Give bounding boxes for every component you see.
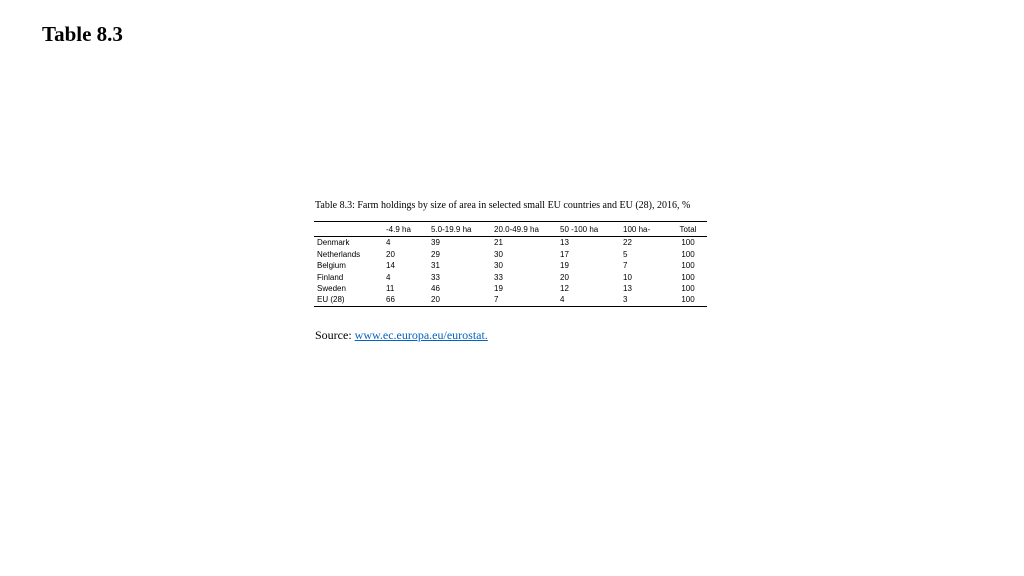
table-cell: 13 xyxy=(560,238,569,248)
table-cell: 7 xyxy=(494,295,499,305)
table-cell: 20 xyxy=(386,249,395,259)
table-cell: 100 xyxy=(681,284,695,294)
table-cell: 33 xyxy=(494,272,503,282)
table-cell: 33 xyxy=(431,272,440,282)
table-cell: Belgium xyxy=(317,261,346,271)
table-row xyxy=(314,260,707,271)
table-cell: 31 xyxy=(431,261,440,271)
column-header: 5.0-19.9 ha xyxy=(431,225,472,234)
column-header: 50 -100 ha xyxy=(560,225,599,234)
table-cell: 66 xyxy=(386,295,395,305)
column-header: Total xyxy=(679,225,697,234)
table-cell: EU (28) xyxy=(317,295,345,305)
table-cell: 3 xyxy=(623,295,628,305)
farm-holdings-table xyxy=(314,221,707,307)
table-cell: 11 xyxy=(386,284,395,294)
table-header-row xyxy=(314,222,707,237)
table-row xyxy=(314,283,707,294)
table-cell: 29 xyxy=(431,249,440,259)
table-cell: 10 xyxy=(623,272,632,282)
table-cell: Netherlands xyxy=(317,249,361,259)
table-cell: 4 xyxy=(386,238,391,248)
source-line xyxy=(315,328,488,343)
table-cell: Sweden xyxy=(317,284,346,294)
table-cell: 100 xyxy=(681,261,695,271)
table-caption: Table 8.3: Farm holdings by size of area in selected small EU countries and EU (28), 2016, % xyxy=(315,200,691,211)
table-cell: 22 xyxy=(623,238,632,248)
column-header: -4.9 ha xyxy=(386,225,411,234)
table-cell: 39 xyxy=(431,238,440,248)
table-row xyxy=(314,249,707,260)
column-header: 100 ha- xyxy=(623,225,651,234)
table-cell: 17 xyxy=(560,249,569,259)
table-cell: 13 xyxy=(623,284,632,294)
table-row xyxy=(314,237,707,249)
table-cell: Finland xyxy=(317,272,344,282)
table-row xyxy=(314,272,707,283)
table-cell: 30 xyxy=(494,249,503,259)
slide-title: Table 8.3 xyxy=(42,22,123,46)
table-cell: 19 xyxy=(494,284,503,294)
table-cell: 19 xyxy=(560,261,569,271)
table-cell: 20 xyxy=(560,272,569,282)
table-cell: 21 xyxy=(494,238,503,248)
table-cell: 100 xyxy=(681,249,695,259)
table-row xyxy=(314,294,707,306)
column-header xyxy=(314,222,386,237)
table-cell: 100 xyxy=(681,272,695,282)
column-header: 20.0-49.9 ha xyxy=(494,225,539,234)
table-cell: 14 xyxy=(386,261,395,271)
table-cell: Denmark xyxy=(317,238,350,248)
table-cell: 46 xyxy=(431,284,440,294)
table-cell: 5 xyxy=(623,249,628,259)
table-cell: 30 xyxy=(494,261,503,271)
source-label: Source: xyxy=(315,328,355,342)
table-cell: 12 xyxy=(560,284,569,294)
table-cell: 4 xyxy=(560,295,565,305)
data-table-container xyxy=(314,221,707,307)
table-cell: 7 xyxy=(623,261,628,271)
table-cell: 20 xyxy=(431,295,440,305)
table-cell: 4 xyxy=(386,272,391,282)
table-cell: 100 xyxy=(681,238,695,248)
table-cell: 100 xyxy=(681,295,695,305)
eurostat-link[interactable]: www.ec.europa.eu/eurostat. xyxy=(354,328,488,342)
